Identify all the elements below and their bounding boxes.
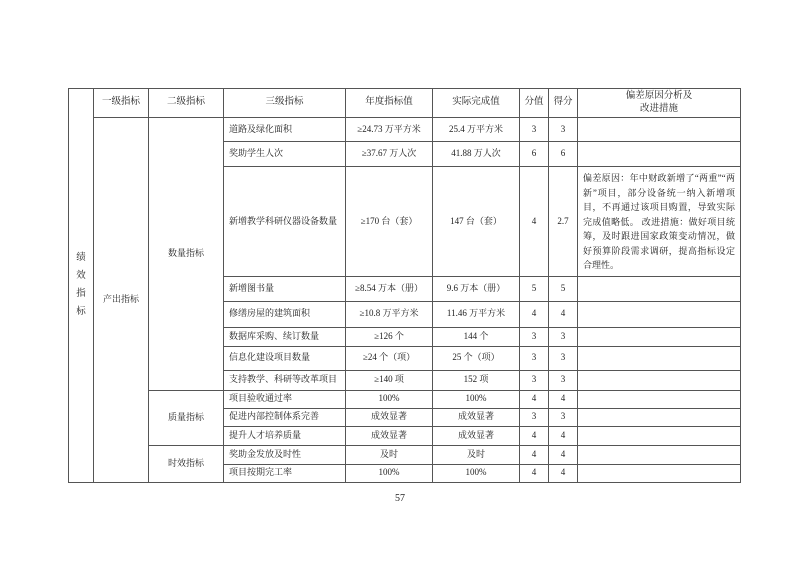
- page-number: 57: [395, 493, 405, 504]
- annual-target-cell: ≥10.8 万平方米: [346, 301, 433, 327]
- actual-value-cell: 9.6 万本（册）: [433, 276, 520, 301]
- earned-score-cell: 4: [549, 464, 578, 482]
- remark-cell: [578, 464, 741, 482]
- level1-group-cell: 产出指标: [94, 118, 149, 483]
- remark-cell: [578, 118, 741, 142]
- annual-target-cell: ≥37.67 万人次: [346, 142, 433, 167]
- indicator-name-cell: 信息化建设项目数量: [224, 346, 346, 370]
- score-cell: 6: [520, 142, 549, 167]
- indicator-name-cell: 项目按期完工率: [224, 464, 346, 482]
- annual-target-cell: ≥170 台（套）: [346, 167, 433, 277]
- header-deviation-line1: 偏差原因分析及: [625, 91, 693, 101]
- earned-score-cell: 4: [549, 301, 578, 327]
- deviation-remark-cell: 偏差原因：年中财政新增了“两重”“两新”项目，部分设备统一纳入新增项目，不再通过该项目购置，导致实际完成值略低。 改进措施：做好项目统筹，及时跟进国家政策变动情况，做好预算阶段需求调研，提高指标设定合理性。: [578, 167, 741, 277]
- score-cell: 3: [520, 346, 549, 370]
- score-cell: 3: [520, 408, 549, 426]
- header-actual-value: 实际完成值: [433, 89, 520, 118]
- annual-target-cell: ≥24.73 万平方米: [346, 118, 433, 142]
- actual-value-cell: 成效显著: [433, 426, 520, 445]
- remark-cell: [578, 346, 741, 370]
- annual-target-cell: ≥8.54 万本（册）: [346, 276, 433, 301]
- indicator-name-cell: 提升人才培养质量: [224, 426, 346, 445]
- actual-value-cell: 147 台（套）: [433, 167, 520, 277]
- actual-value-cell: 11.46 万平方米: [433, 301, 520, 327]
- header-row: [69, 89, 741, 118]
- score-cell: 4: [520, 445, 549, 464]
- earned-score-cell: 3: [549, 408, 578, 426]
- remark-cell: [578, 301, 741, 327]
- annual-target-cell: 100%: [346, 464, 433, 482]
- remark-cell: [578, 426, 741, 445]
- header-score: 分值: [520, 89, 549, 118]
- actual-value-cell: 25 个（项）: [433, 346, 520, 370]
- annual-target-cell: ≥140 项: [346, 370, 433, 390]
- earned-score-cell: 4: [549, 426, 578, 445]
- score-cell: 5: [520, 276, 549, 301]
- earned-score-cell: 6: [549, 142, 578, 167]
- indicator-name-cell: 新增教学科研仪器设备数量: [224, 167, 346, 277]
- score-cell: 3: [520, 370, 549, 390]
- header-deviation-line2: 改进措施: [639, 104, 678, 114]
- actual-value-cell: 100%: [433, 390, 520, 408]
- header-deviation: [578, 89, 741, 118]
- earned-score-cell: 4: [549, 390, 578, 408]
- actual-value-cell: 100%: [433, 464, 520, 482]
- annual-target-cell: ≥126 个: [346, 327, 433, 346]
- performance-indicator-table: [68, 88, 741, 483]
- remark-cell: [578, 445, 741, 464]
- row-group-label-vertical-cell: [69, 89, 94, 483]
- table-row: [69, 118, 741, 142]
- annual-target-cell: 成效显著: [346, 426, 433, 445]
- remark-cell: [578, 390, 741, 408]
- remark-cell: [578, 142, 741, 167]
- score-cell: 3: [520, 118, 549, 142]
- earned-score-cell: 3: [549, 370, 578, 390]
- actual-value-cell: 41.88 万人次: [433, 142, 520, 167]
- earned-score-cell: 5: [549, 276, 578, 301]
- earned-score-cell: 3: [549, 327, 578, 346]
- annual-target-cell: 100%: [346, 390, 433, 408]
- actual-value-cell: 25.4 万平方米: [433, 118, 520, 142]
- header-level3: 三级指标: [224, 89, 346, 118]
- score-cell: 4: [520, 426, 549, 445]
- table-row: [69, 445, 741, 464]
- indicator-name-cell: 奖助学生人次: [224, 142, 346, 167]
- score-cell: 4: [520, 301, 549, 327]
- level2-group-quality-cell: 质量指标: [149, 390, 224, 445]
- indicator-name-cell: 促进内部控制体系完善: [224, 408, 346, 426]
- indicator-name-cell: 修缮房屋的建筑面积: [224, 301, 346, 327]
- earned-score-cell: 3: [549, 346, 578, 370]
- annual-target-cell: 及时: [346, 445, 433, 464]
- score-cell: 3: [520, 327, 549, 346]
- indicator-name-cell: 奖助金发放及时性: [224, 445, 346, 464]
- actual-value-cell: 144 个: [433, 327, 520, 346]
- indicator-name-cell: 数据库采购、续订数量: [224, 327, 346, 346]
- header-level1: 一级指标: [94, 89, 149, 118]
- remark-cell: [578, 327, 741, 346]
- actual-value-cell: 及时: [433, 445, 520, 464]
- header-level2: 二级指标: [149, 89, 224, 118]
- indicator-name-cell: 项目验收通过率: [224, 390, 346, 408]
- indicator-name-cell: 新增图书量: [224, 276, 346, 301]
- remark-cell: [578, 370, 741, 390]
- level2-group-timeliness-cell: 时效指标: [149, 445, 224, 482]
- vertical-label-text: 绩效指标: [76, 253, 86, 318]
- indicator-name-cell: 道路及绿化面积: [224, 118, 346, 142]
- score-cell: 4: [520, 464, 549, 482]
- table-row: [69, 390, 741, 408]
- earned-score-cell: 4: [549, 445, 578, 464]
- score-cell: 4: [520, 390, 549, 408]
- earned-score-cell: 2.7: [549, 167, 578, 277]
- annual-target-cell: ≥24 个（项）: [346, 346, 433, 370]
- remark-cell: [578, 276, 741, 301]
- score-cell: 4: [520, 167, 549, 277]
- indicator-name-cell: 支持教学、科研等改革项目: [224, 370, 346, 390]
- actual-value-cell: 152 项: [433, 370, 520, 390]
- earned-score-cell: 3: [549, 118, 578, 142]
- header-earned-score: 得分: [549, 89, 578, 118]
- actual-value-cell: 成效显著: [433, 408, 520, 426]
- header-annual-target: 年度指标值: [346, 89, 433, 118]
- remark-cell: [578, 408, 741, 426]
- level2-group-quantity-cell: 数量指标: [149, 118, 224, 391]
- annual-target-cell: 成效显著: [346, 408, 433, 426]
